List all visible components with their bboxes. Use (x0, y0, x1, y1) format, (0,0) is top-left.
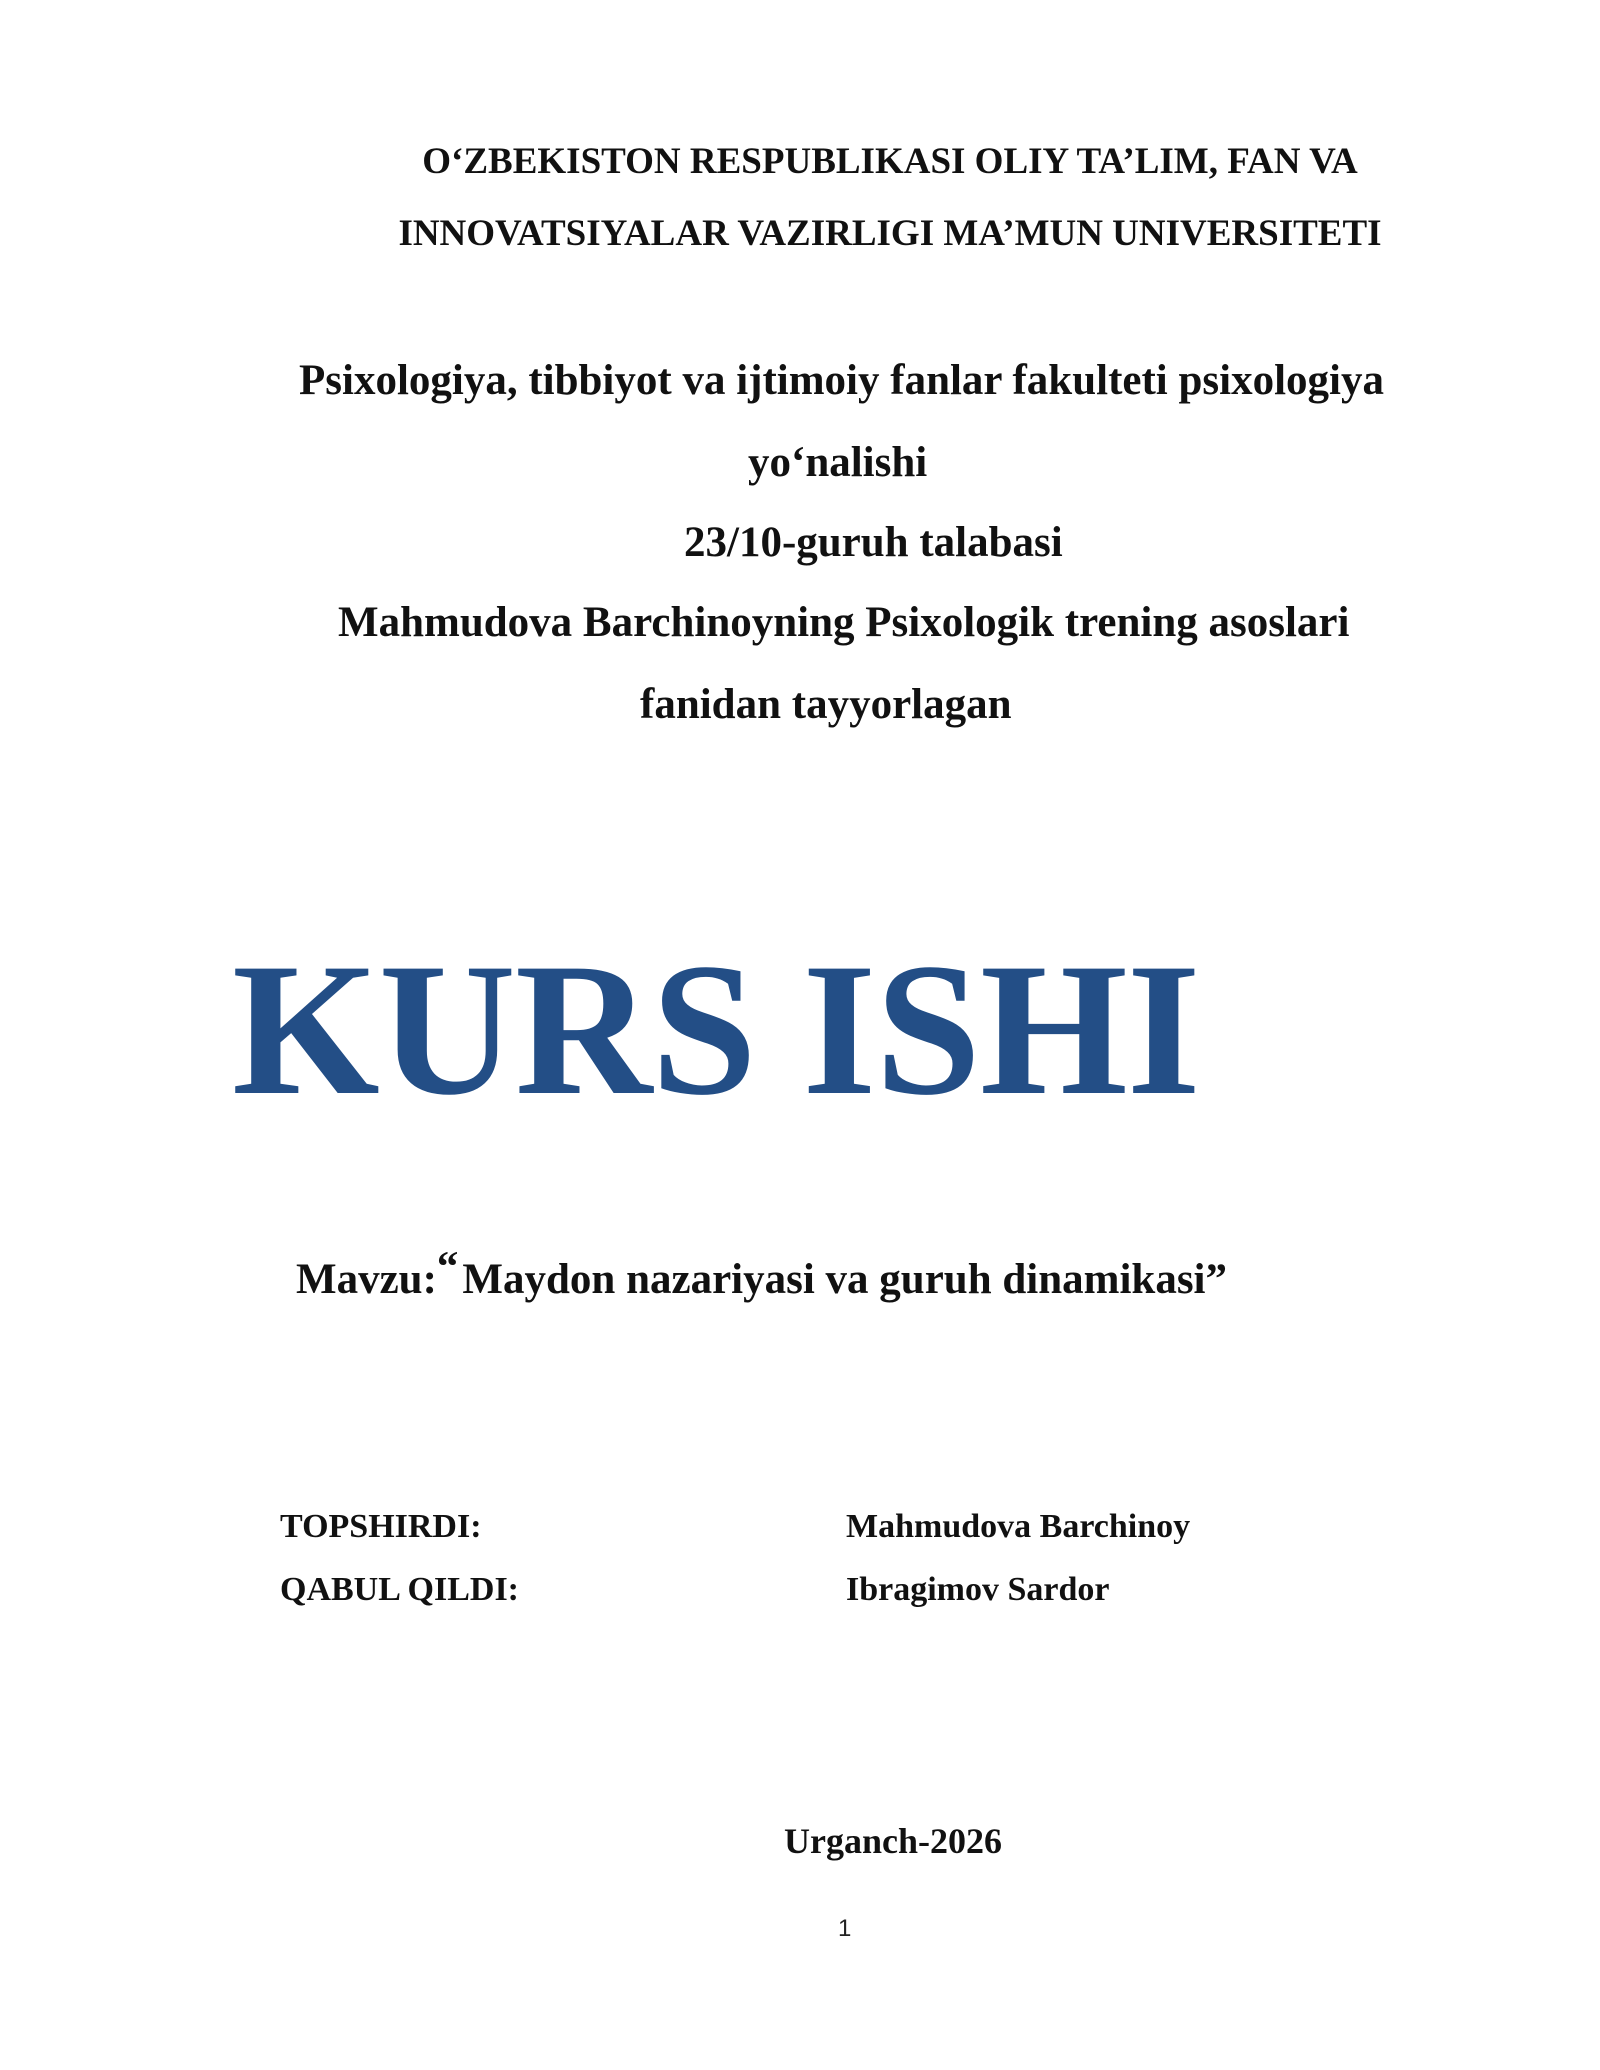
submitted-label: TOPSHIRDI: (280, 1508, 482, 1545)
group-line: 23/10-guruh talabasi (684, 519, 1063, 566)
city-year: Urganch-2026 (784, 1821, 1002, 1861)
topic-open-quote: “ (436, 1244, 459, 1291)
page-number: 1 (838, 1915, 852, 1942)
prepared-line: fanidan tayyorlagan (640, 681, 1012, 728)
student-subject-line: Mahmudova Barchinoyning Psixologik trening asoslari (338, 599, 1350, 646)
topic-line (296, 1244, 1227, 1304)
accepted-label: QABUL QILDI: (280, 1571, 519, 1608)
ministry-line-2: INNOVATSIYALAR VAZIRLIGI MA’MUN UNIVERSITETI (398, 213, 1382, 254)
faculty-line-1: Psixologiya, tibbiyot va ijtimoiy fanlar fakulteti psixologiya (299, 357, 1384, 404)
faculty-line-2: yo‘nalishi (748, 439, 928, 486)
ministry-line-1: O‘ZBEKISTON RESPUBLIKASI OLIY TA’LIM, FAN VA (422, 141, 1358, 182)
document-title: KURS ISHI (232, 925, 1200, 1135)
submitted-name: Mahmudova Barchinoy (846, 1508, 1191, 1545)
topic-label: Mavzu: (296, 1256, 437, 1303)
accepted-name: Ibragimov Sardor (846, 1571, 1110, 1608)
topic-text: Maydon nazariyasi va guruh dinamikasi” (462, 1256, 1227, 1303)
